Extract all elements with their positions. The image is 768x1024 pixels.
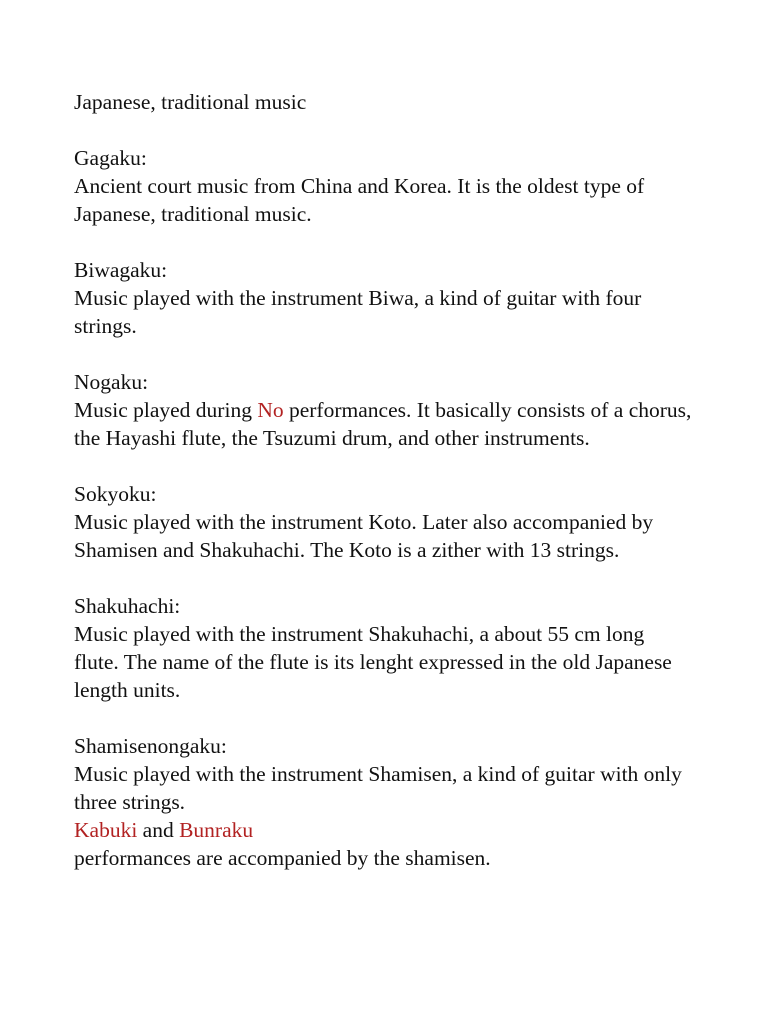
section-nogaku bbox=[74, 368, 694, 452]
section-text: Ancient court music from China and Korea. It is the oldest type of Japanese, traditional music. bbox=[74, 174, 645, 226]
section-text: Music played with the instrument Shamisen, a kind of guitar with only three strings. bbox=[74, 762, 682, 814]
section-text: Music played with the instrument Biwa, a kind of guitar with four strings. bbox=[74, 286, 642, 338]
document-title: Japanese, traditional music bbox=[74, 90, 307, 114]
section-text bbox=[74, 396, 694, 452]
section-heading: Nogaku: bbox=[74, 370, 149, 394]
section-biwagaku bbox=[74, 256, 694, 340]
link-bunraku[interactable]: Bunraku bbox=[179, 818, 254, 842]
performance-line bbox=[74, 816, 694, 844]
section-heading: Shakuhachi: bbox=[74, 594, 181, 618]
section-heading: Sokyoku: bbox=[74, 482, 157, 506]
section-heading: Biwagaku: bbox=[74, 258, 168, 282]
text-segment: and bbox=[137, 818, 180, 842]
section-text: Music played with the instrument Koto. Later also accompanied by Shamisen and Shakuhachi. The Koto is a zither with 13 strings. bbox=[74, 510, 654, 562]
section-shakuhachi bbox=[74, 592, 694, 704]
section-heading: Shamisenongaku: bbox=[74, 734, 227, 758]
text-segment: performances. It basically consists of a chorus, the Hayashi flute, the Tsuzumi drum, and other instruments. bbox=[74, 398, 692, 450]
text-segment: Music played during bbox=[74, 398, 258, 422]
section-gagaku bbox=[74, 144, 694, 228]
section-sokyoku bbox=[74, 480, 694, 564]
section-text: Music played with the instrument Shakuhachi, a about 55 cm long flute. The name of the flute is its lenght expressed in the old Japanese length units. bbox=[74, 622, 672, 702]
section-shamisenongaku bbox=[74, 732, 694, 872]
link-no[interactable]: No bbox=[257, 398, 284, 422]
link-kabuki[interactable]: Kabuki bbox=[74, 818, 138, 842]
document-page bbox=[74, 88, 694, 900]
closing-line: performances are accompanied by the shamisen. bbox=[74, 846, 491, 870]
section-heading: Gagaku: bbox=[74, 146, 147, 170]
